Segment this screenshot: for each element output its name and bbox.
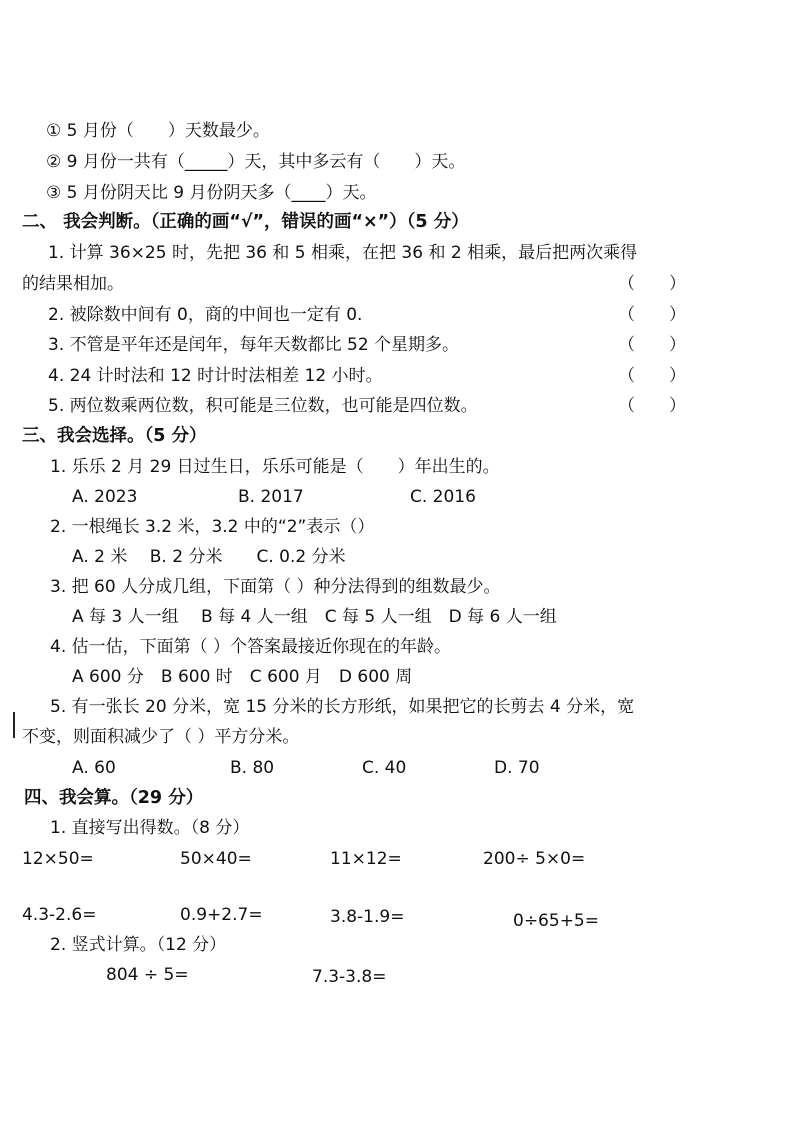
judge-answer-blank-4[interactable]: （ ）	[618, 366, 686, 386]
section-3-heading: 三、我会选择。（5 分）	[22, 426, 207, 446]
choice-q2-options: A. 2 米 B. 2 分米 C. 0.2 分米	[72, 547, 346, 567]
choice-q1-option-b: B. 2017	[238, 487, 304, 507]
judge-answer-blank-2[interactable]: （ ）	[618, 305, 686, 325]
vertical-calc-heading: 2. 竖式计算。（12 分）	[50, 935, 227, 955]
judge-item-1-cont: 的结果相加。	[22, 274, 124, 294]
judge-answer-blank-3[interactable]: （ ）	[618, 335, 686, 355]
question-9-month-total-days: ② 9 月份一共有（_____）天，其中多云有（ ）天。	[46, 152, 466, 172]
margin-mark	[13, 712, 15, 738]
calc-4.3-2.6: 4.3-2.6=	[22, 905, 97, 925]
vertical-calc-7.3-3.8: 7.3-3.8=	[312, 967, 387, 987]
section-4-heading: 四、我会算。（29 分）	[24, 788, 204, 808]
choice-q5-option-c: C. 40	[362, 758, 407, 778]
judge-item-4: 4. 24 计时法和 12 时计时法相差 12 小时。	[48, 366, 383, 386]
choice-q2: 2. 一根绳长 3.2 米，3.2 中的“2”表示（）	[50, 517, 375, 537]
choice-q5-option-d: D. 70	[494, 758, 540, 778]
choice-q3: 3. 把 60 人分成几组，下面第（ ）种分法得到的组数最少。	[50, 577, 501, 597]
calc-50x40: 50×40=	[180, 849, 252, 869]
calc-3.8-1.9: 3.8-1.9=	[330, 907, 405, 927]
choice-q1-option-a: A. 2023	[72, 487, 138, 507]
calc-12x50: 12×50=	[22, 849, 94, 869]
choice-q4-options: A 600 分 B 600 时 C 600 月 D 600 周	[72, 667, 413, 687]
choice-q5-line-1: 5. 有一张长 20 分米，宽 15 分米的长方形纸，如果把它的长剪去 4 分米，宽	[50, 697, 635, 717]
choice-q4: 4. 估一估，下面第（ ）个答案最接近你现在的年龄。	[50, 637, 452, 657]
question-5-month-least-days: ① 5 月份（ ）天数最少。	[46, 121, 270, 141]
choice-q3-options: A 每 3 人一组 B 每 4 人一组 C 每 5 人一组 D 每 6 人一组	[72, 607, 557, 627]
vertical-calc-804div5: 804 ÷ 5=	[106, 965, 189, 985]
question-cloudy-difference: ③ 5 月份阴天比 9 月份阴天多（____）天。	[46, 183, 377, 203]
calc-0.9+2.7: 0.9+2.7=	[180, 905, 263, 925]
choice-q5-option-b: B. 80	[230, 758, 275, 778]
choice-q1-option-c: C. 2016	[410, 487, 476, 507]
judge-item-5: 5. 两位数乘两位数，积可能是三位数，也可能是四位数。	[48, 396, 478, 416]
judge-item-3: 3. 不管是平年还是闰年，每年天数都比 52 个星期多。	[48, 335, 460, 355]
calc-200div5x0: 200÷ 5×0=	[483, 849, 586, 869]
judge-item-1: 1. 计算 36×25 时，先把 36 和 5 相乘，在把 36 和 2 相乘，最后把两次乘得	[48, 243, 638, 263]
calc-11x12: 11×12=	[330, 849, 402, 869]
direct-answer-heading: 1. 直接写出得数。（8 分）	[50, 818, 250, 838]
choice-q5-line-2: 不变，则面积减少了（ ）平方分米。	[22, 727, 300, 747]
section-2-heading: 二、 我会判断。（正确的画“√”，错误的画“×”）（5 分）	[22, 212, 469, 232]
judge-item-2: 2. 被除数中间有 0，商的中间也一定有 0.	[48, 305, 363, 325]
choice-q5-option-a: A. 60	[72, 758, 116, 778]
choice-q1: 1. 乐乐 2 月 29 日过生日，乐乐可能是（ ）年出生的。	[50, 457, 500, 477]
calc-0div65+5: 0÷65+5=	[513, 911, 599, 931]
judge-answer-blank-5[interactable]: （ ）	[618, 396, 686, 416]
judge-answer-blank-1[interactable]: （ ）	[618, 274, 686, 294]
